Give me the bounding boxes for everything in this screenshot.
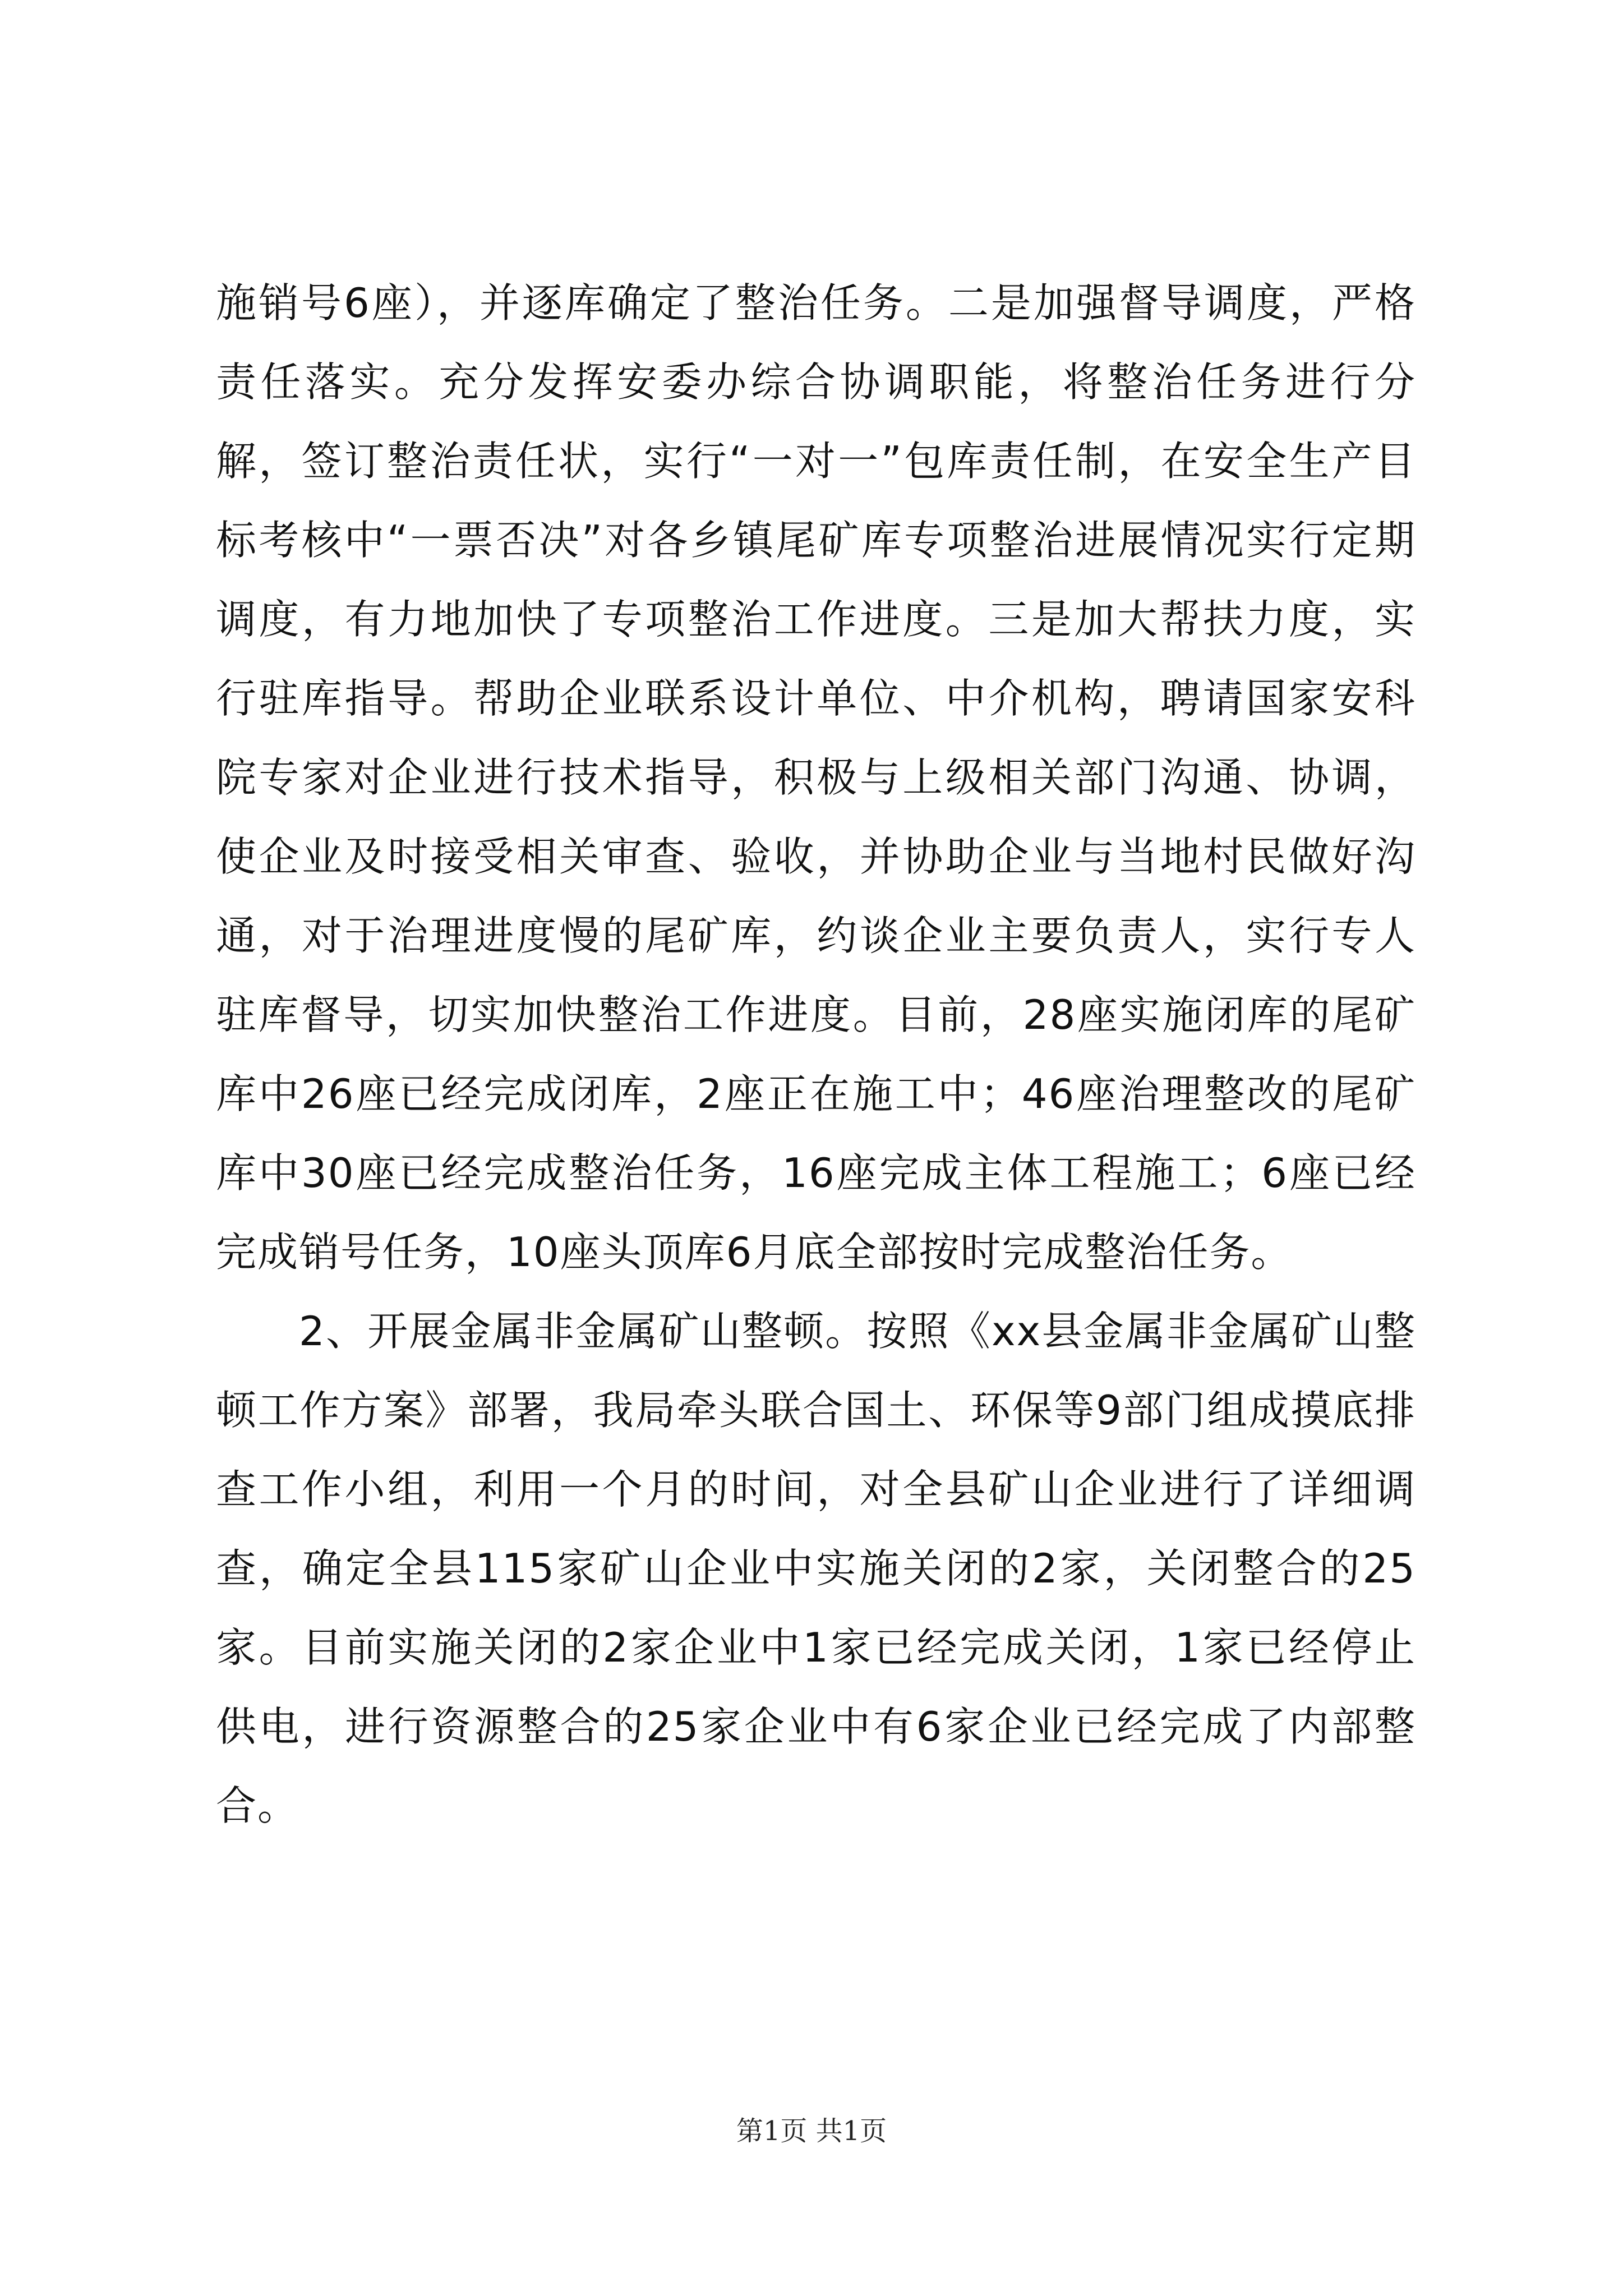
document-body	[216, 264, 1416, 1846]
paragraph-continuation: 施销号6座），并逐库确定了整治任务。二是加强督导调度，严格责任落实。充分发挥安委办综合协调职能，将整治任务进行分解，签订整治责任状，实行“一对一”包库责任制，在安全生产目标考核中“一票否决”对各乡镇尾矿库专项整治进展情况实行定期调度，有力地加快了专项整治工作进度。三是加大帮扶力度，实行驻库指导。帮助企业联系设计单位、中介机构，聘请国家安科院专家对企业进行技术指导，积极与上级相关部门沟通、协调，使企业及时接受相关审查、验收，并协助企业与当地村民做好沟通，对于治理进度慢的尾矿库，约谈企业主要负责人，实行专人驻库督导，切实加快整治工作进度。目前，28座实施闭库的尾矿库中26座已经完成闭库，2座正在施工中；46座治理整改的尾矿库中30座已经完成整治任务，16座完成主体工程施工；6座已经完成销号任务，10座头顶库6月底全部按时完成整治任务。	[216, 279, 1416, 1276]
paragraph-mine-rectification: 2、开展金属非金属矿山整顿。按照《xx县金属非金属矿山整顿工作方案》部署，我局牵头联合国土、环保等9部门组成摸底排查工作小组，利用一个月的时间，对全县矿山企业进行了详细调查，确定全县115家矿山企业中实施关闭的2家，关闭整合的25家。目前实施关闭的2家企业中1家已经完成关闭，1家已经停止供电，进行资源整合的25家企业中有6家企业已经完成了内部整合。	[216, 1308, 1416, 1829]
page-footer: 第1页 共1页	[736, 2115, 887, 2147]
